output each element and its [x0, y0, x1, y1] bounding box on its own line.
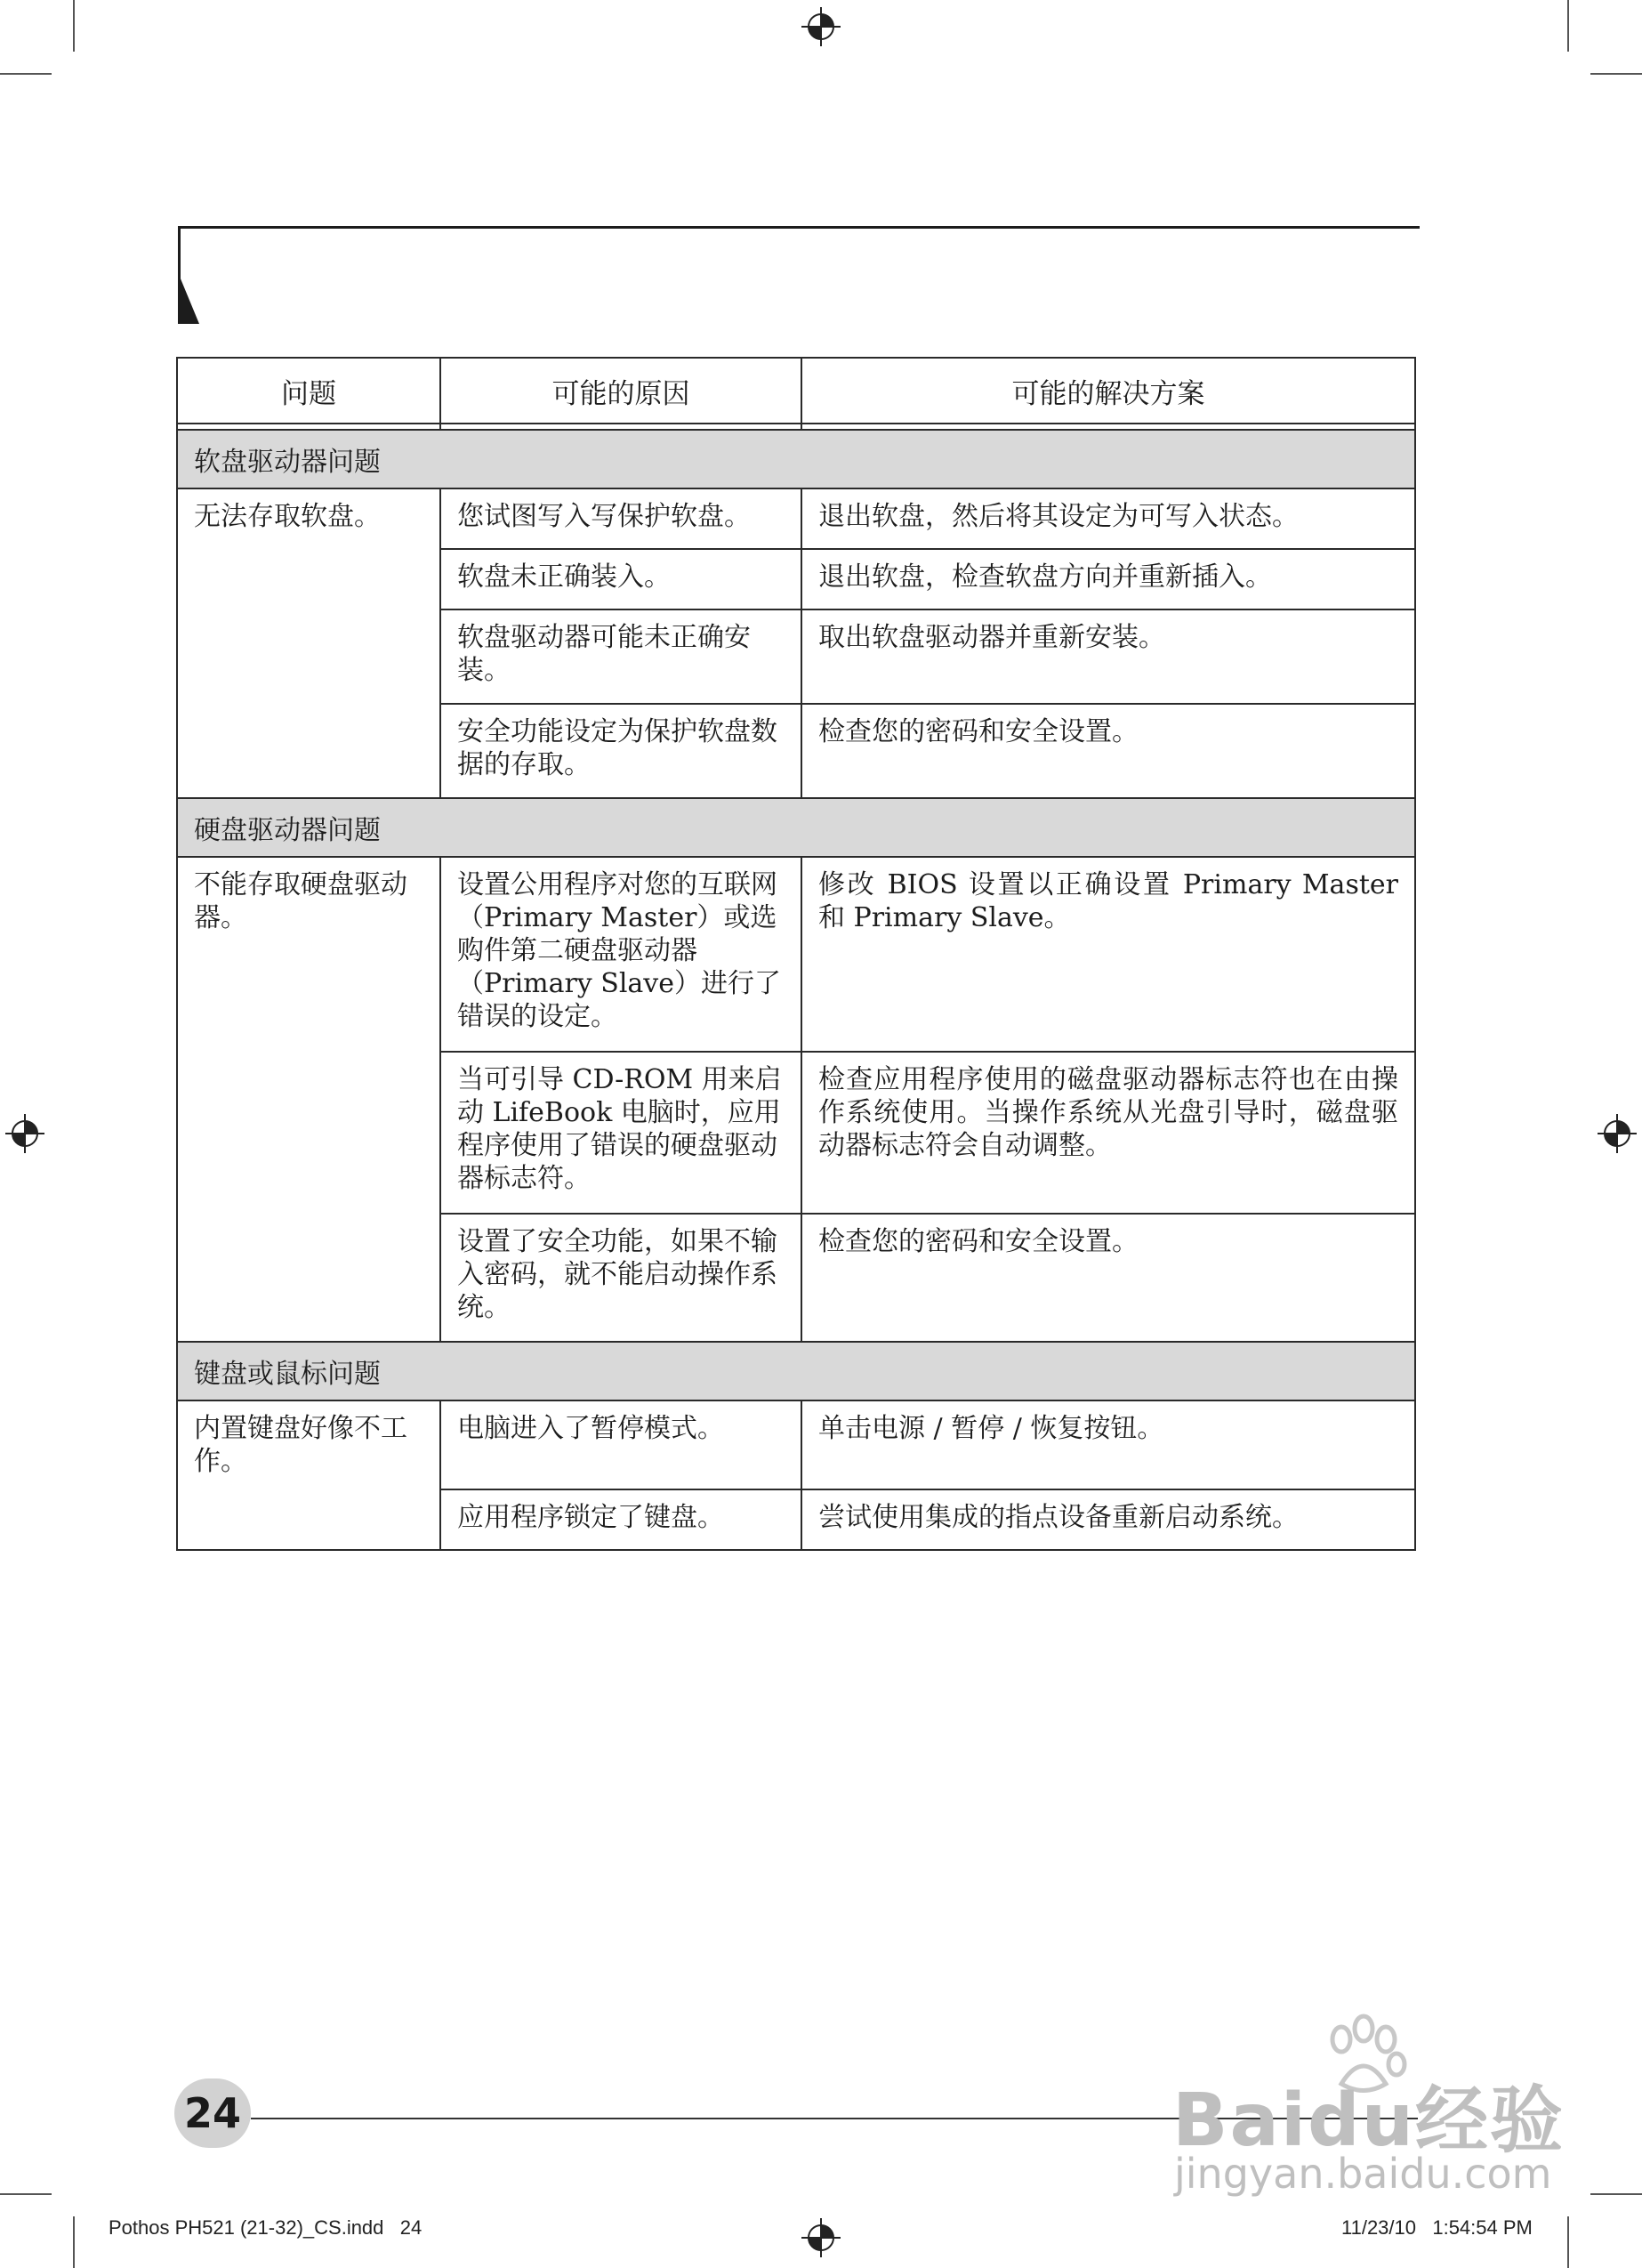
header-gap-row	[177, 424, 1415, 430]
crop-mark	[1567, 0, 1569, 52]
table-row	[177, 857, 1415, 1052]
cause-cell: 设置了安全功能，如果不输入密码，就不能启动操作系统。	[440, 1214, 801, 1342]
column-header-problem: 问题	[177, 358, 440, 424]
crop-mark	[1590, 2193, 1642, 2195]
solution-cell: 尝试使用集成的指点设备重新启动系统。	[801, 1489, 1415, 1550]
header-rule	[178, 226, 1420, 229]
crop-mark	[1590, 73, 1642, 75]
table-row	[177, 1400, 1415, 1489]
cause-cell: 电脑进入了暂停模式。	[440, 1400, 801, 1489]
section-header-row	[177, 798, 1415, 857]
solution-cell: 退出软盘，检查软盘方向并重新插入。	[801, 549, 1415, 609]
print-slug-timestamp: 11/23/10 1:54:54 PM	[1341, 2216, 1533, 2239]
registration-mark-icon	[1598, 1114, 1637, 1153]
page-number: 24	[174, 2078, 251, 2148]
solution-cell: 检查您的密码和安全设置。	[801, 1214, 1415, 1342]
registration-mark-icon	[801, 2218, 841, 2257]
section-title: 硬盘驱动器问题	[177, 798, 1415, 857]
registration-mark-icon	[5, 1114, 44, 1153]
table-row	[177, 609, 1415, 704]
table-header-row	[177, 358, 1415, 424]
header-triangle	[178, 272, 199, 324]
section-header-row	[177, 430, 1415, 488]
cause-cell: 软盘驱动器可能未正确安装。	[440, 609, 801, 704]
section-title: 软盘驱动器问题	[177, 430, 1415, 488]
solution-cell: 取出软盘驱动器并重新安装。	[801, 609, 1415, 704]
crop-mark	[1567, 2216, 1569, 2268]
cause-cell: 应用程序锁定了键盘。	[440, 1489, 801, 1550]
table-row	[177, 488, 1415, 549]
registration-mark-icon	[801, 7, 841, 46]
problem-cell: 不能存取硬盘驱动器。	[177, 857, 440, 1052]
problem-cell-continued	[177, 704, 440, 798]
problem-cell-continued	[177, 1052, 440, 1214]
column-header-cause: 可能的原因	[440, 358, 801, 424]
solution-cell: 单击电源 / 暂停 / 恢复按钮。	[801, 1400, 1415, 1489]
solution-cell: 退出软盘，然后将其设定为可写入状态。	[801, 488, 1415, 549]
table-row	[177, 704, 1415, 798]
table-row	[177, 1489, 1415, 1550]
problem-cell-continued	[177, 549, 440, 609]
table-row	[177, 1052, 1415, 1214]
header-rule-vertical	[178, 226, 181, 279]
problem-cell: 无法存取软盘。	[177, 488, 440, 549]
table-row	[177, 1214, 1415, 1342]
cause-cell: 设置公用程序对您的互联网（Primary Master）或选购件第二硬盘驱动器（Primary Slave）进行了错误的设定。	[440, 857, 801, 1052]
cause-cell: 安全功能设定为保护软盘数据的存取。	[440, 704, 801, 798]
crop-mark	[0, 2193, 52, 2195]
table-row	[177, 549, 1415, 609]
print-slug-file: Pothos PH521 (21-32)_CS.indd 24	[109, 2216, 423, 2239]
column-header-solution: 可能的解决方案	[801, 358, 1415, 424]
watermark-brand: Baidu经验	[1172, 2078, 1566, 2163]
cause-cell: 您试图写入写保护软盘。	[440, 488, 801, 549]
cause-cell: 软盘未正确装入。	[440, 549, 801, 609]
problem-cell-continued	[177, 1489, 440, 1550]
crop-mark	[73, 2216, 75, 2268]
crop-mark	[73, 0, 75, 52]
problem-cell: 内置键盘好像不工作。	[177, 1400, 440, 1489]
cause-cell: 当可引导 CD-ROM 用来启动 LifeBook 电脑时，应用程序使用了错误的硬盘驱动器标志符。	[440, 1052, 801, 1214]
section-header-row	[177, 1342, 1415, 1400]
problem-cell-continued	[177, 1214, 440, 1342]
solution-cell: 检查应用程序使用的磁盘驱动器标志符也在由操作系统使用。当操作系统从光盘引导时，磁盘驱动器标志符会自动调整。	[801, 1052, 1415, 1214]
solution-cell: 修改 BIOS 设置以正确设置 Primary Master 和 Primary Slave。	[801, 857, 1415, 1052]
problem-cell-continued	[177, 609, 440, 704]
crop-mark	[0, 73, 52, 75]
watermark-url: jingyan.baidu.com	[1174, 2150, 1552, 2198]
troubleshooting-table	[176, 357, 1416, 1551]
solution-cell: 检查您的密码和安全设置。	[801, 704, 1415, 798]
section-title: 键盘或鼠标问题	[177, 1342, 1415, 1400]
